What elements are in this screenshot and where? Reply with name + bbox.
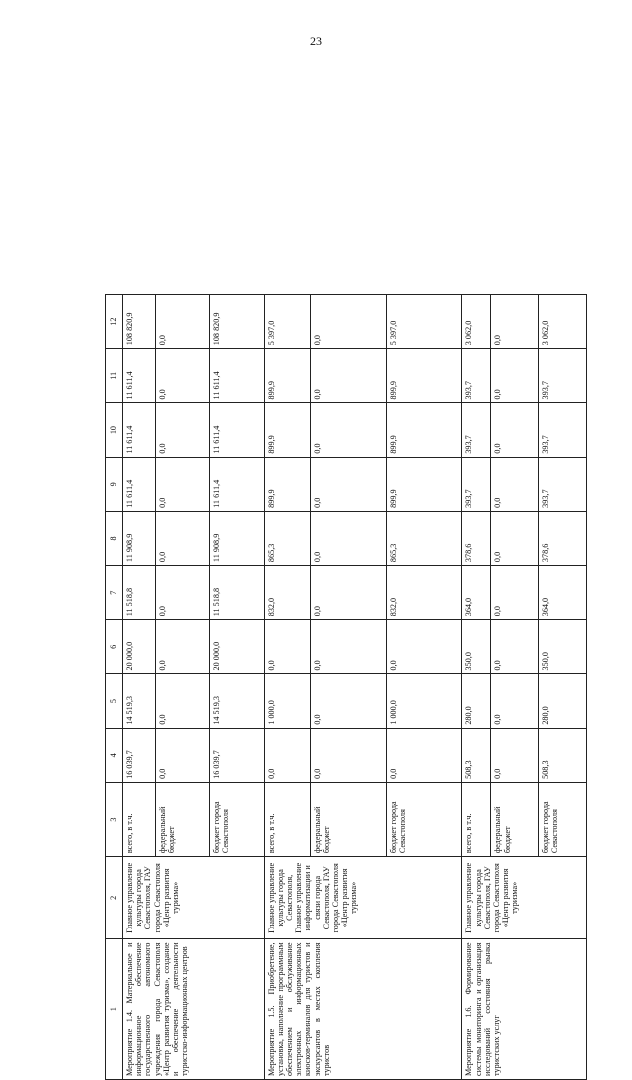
amount-cell: 832,0 — [264, 566, 310, 620]
column-number: 6 — [106, 620, 123, 674]
amount-cell: 0,0 — [310, 349, 386, 403]
page-number: 23 — [310, 34, 322, 48]
amount-cell: 899,9 — [386, 349, 462, 403]
funding-source-cell: бюджет города Севастополя — [386, 782, 462, 856]
activity-cell: Мероприятие 1.5. Приобретение, установка, наполнение программным обеспечением и обслуживание электронных информационных киосков-терминалов для туристов и экскурсантов в местах скопления туристов — [264, 939, 462, 1080]
column-number: 2 — [106, 857, 123, 939]
amount-cell: 280,0 — [462, 674, 491, 728]
amount-cell: 0,0 — [386, 728, 462, 782]
amount-cell: 11 611,4 — [123, 403, 156, 457]
table-row — [264, 295, 310, 1080]
column-number: 5 — [106, 674, 123, 728]
amount-cell: 20 000,0 — [123, 620, 156, 674]
amount-cell: 5 397,0 — [386, 295, 462, 349]
amount-cell: 350,0 — [539, 620, 587, 674]
amount-cell: 364,0 — [539, 566, 587, 620]
amount-cell: 3 062,0 — [462, 295, 491, 349]
amount-cell: 0,0 — [310, 566, 386, 620]
column-number: 4 — [106, 728, 123, 782]
amount-cell: 0,0 — [155, 295, 209, 349]
budget-table — [105, 294, 587, 1080]
amount-cell: 11 518,8 — [210, 566, 264, 620]
column-number: 8 — [106, 511, 123, 565]
funding-source-cell: бюджет города Севастополя — [539, 782, 587, 856]
amount-cell: 0,0 — [264, 620, 310, 674]
amount-cell: 0,0 — [155, 457, 209, 511]
amount-cell: 899,9 — [386, 457, 462, 511]
amount-cell: 0,0 — [310, 511, 386, 565]
amount-cell: 0,0 — [310, 403, 386, 457]
funding-source-cell: федеральный бюджет — [491, 782, 539, 856]
amount-cell: 0,0 — [155, 620, 209, 674]
amount-cell: 393,7 — [462, 349, 491, 403]
amount-cell: 393,7 — [539, 457, 587, 511]
amount-cell: 11 611,4 — [123, 349, 156, 403]
funding-source-cell: федеральный бюджет — [155, 782, 209, 856]
activity-cell: Мероприятие 1.6. Формирование системы мониторинга и организация исследований состояния рынка туристских услуг — [462, 939, 587, 1080]
column-number-row — [106, 295, 123, 1080]
amount-cell: 393,7 — [462, 403, 491, 457]
amount-cell: 14 519,3 — [210, 674, 264, 728]
amount-cell: 0,0 — [310, 457, 386, 511]
amount-cell: 832,0 — [386, 566, 462, 620]
amount-cell: 364,0 — [462, 566, 491, 620]
amount-cell: 11 611,4 — [210, 403, 264, 457]
amount-cell: 350,0 — [462, 620, 491, 674]
column-number: 7 — [106, 566, 123, 620]
amount-cell: 899,9 — [264, 457, 310, 511]
amount-cell: 108 820,9 — [210, 295, 264, 349]
table-body — [123, 295, 587, 1080]
amount-cell: 0,0 — [386, 620, 462, 674]
executor-cell: Главное управление культуры города Севастополя, Главное управление информатизации и связи города Севастополя, ГАУ города Севастополя «Центр развития туризма» — [264, 857, 462, 939]
executor-cell: Главное управление культуры города Севастополя, ГАУ города Севастополя «Центр развития туризма» — [462, 857, 587, 939]
amount-cell: 0,0 — [491, 295, 539, 349]
amount-cell: 0,0 — [155, 403, 209, 457]
amount-cell: 393,7 — [462, 457, 491, 511]
amount-cell: 280,0 — [539, 674, 587, 728]
amount-cell: 16 039,7 — [123, 728, 156, 782]
amount-cell: 14 519,3 — [123, 674, 156, 728]
table-row — [462, 295, 491, 1080]
amount-cell: 393,7 — [539, 403, 587, 457]
activity-cell: Мероприятие 1.4. Материальное и информационное обеспечение государственного автономного учреждения города Севастополя «Центр развития туризма», создание и обеспечение деятельности туристско-информационных центров — [123, 939, 265, 1080]
amount-cell: 11 908,9 — [123, 511, 156, 565]
amount-cell: 0,0 — [310, 674, 386, 728]
amount-cell: 5 397,0 — [264, 295, 310, 349]
amount-cell: 0,0 — [310, 620, 386, 674]
amount-cell: 11 611,4 — [210, 349, 264, 403]
amount-cell: 11 611,4 — [210, 457, 264, 511]
amount-cell: 11 518,8 — [123, 566, 156, 620]
amount-cell: 0,0 — [310, 728, 386, 782]
amount-cell: 378,6 — [539, 511, 587, 565]
column-number: 10 — [106, 403, 123, 457]
amount-cell: 0,0 — [491, 620, 539, 674]
amount-cell: 378,6 — [462, 511, 491, 565]
amount-cell: 11 908,9 — [210, 511, 264, 565]
column-number: 1 — [106, 939, 123, 1080]
amount-cell: 16 039,7 — [210, 728, 264, 782]
funding-source-cell: всего, в т.ч. — [462, 782, 491, 856]
amount-cell: 0,0 — [155, 566, 209, 620]
amount-cell: 393,7 — [539, 349, 587, 403]
amount-cell: 899,9 — [264, 403, 310, 457]
amount-cell: 20 000,0 — [210, 620, 264, 674]
amount-cell: 108 820,9 — [123, 295, 156, 349]
amount-cell: 0,0 — [491, 457, 539, 511]
amount-cell: 0,0 — [264, 728, 310, 782]
amount-cell: 0,0 — [491, 674, 539, 728]
column-number: 11 — [106, 349, 123, 403]
amount-cell: 0,0 — [491, 349, 539, 403]
amount-cell: 899,9 — [386, 403, 462, 457]
column-number: 12 — [106, 295, 123, 349]
funding-source-cell: всего, в т.ч. — [123, 782, 156, 856]
funding-source-cell: федеральный бюджет — [310, 782, 386, 856]
amount-cell: 0,0 — [491, 403, 539, 457]
amount-cell: 865,3 — [386, 511, 462, 565]
funding-source-cell: всего, в т.ч. — [264, 782, 310, 856]
amount-cell: 1 000,0 — [386, 674, 462, 728]
amount-cell: 865,3 — [264, 511, 310, 565]
amount-cell: 0,0 — [155, 728, 209, 782]
budget-table-wrapper — [105, 294, 587, 1080]
column-number: 9 — [106, 457, 123, 511]
amount-cell: 0,0 — [310, 295, 386, 349]
amount-cell: 0,0 — [491, 511, 539, 565]
amount-cell: 0,0 — [491, 728, 539, 782]
amount-cell: 0,0 — [155, 674, 209, 728]
executor-cell: Главное управление культуры города Севастополя, ГАУ города Севастополя «Центр развития туризма» — [123, 857, 265, 939]
amount-cell: 11 611,4 — [123, 457, 156, 511]
amount-cell: 1 000,0 — [264, 674, 310, 728]
table-row — [123, 295, 156, 1080]
amount-cell: 508,3 — [462, 728, 491, 782]
amount-cell: 508,3 — [539, 728, 587, 782]
funding-source-cell: бюджет города Севастополя — [210, 782, 264, 856]
column-number: 3 — [106, 782, 123, 856]
amount-cell: 0,0 — [155, 349, 209, 403]
amount-cell: 3 062,0 — [539, 295, 587, 349]
amount-cell: 0,0 — [491, 566, 539, 620]
amount-cell: 899,9 — [264, 349, 310, 403]
amount-cell: 0,0 — [155, 511, 209, 565]
